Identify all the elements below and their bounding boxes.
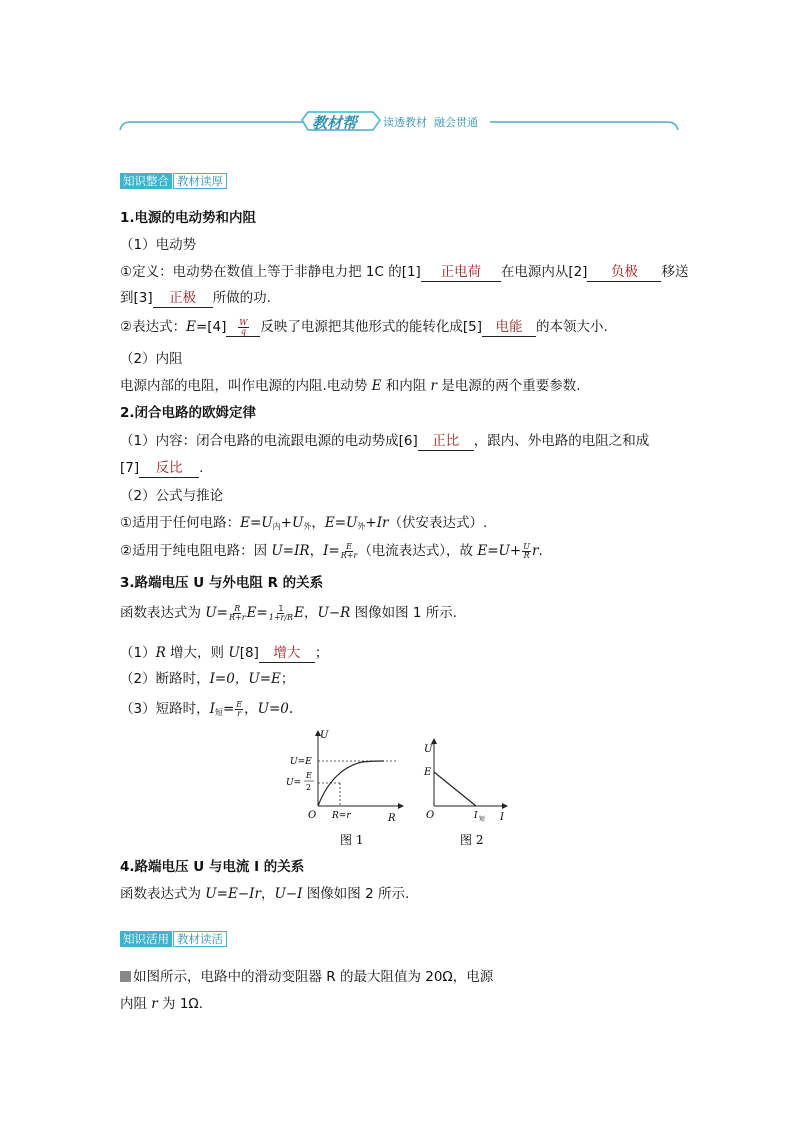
- section-tag-integration: [120, 173, 227, 189]
- fig2-axis-y: U: [424, 744, 433, 755]
- answer-blank-8: 增大: [259, 644, 315, 663]
- section-tag-application: [120, 931, 227, 947]
- sec1-internal-resistance: 电源内部的电阻，叫作电源的内阻.电动势 E 和内阻 r 是电源的两个重要参数.: [120, 378, 581, 394]
- answer-blank-6: 正比: [418, 432, 474, 451]
- tag-sub: 教材读厚: [173, 173, 227, 189]
- header-badge: 教材帮: [312, 114, 358, 132]
- sec2-sub2: （2）公式与推论: [120, 488, 224, 504]
- fig1-label-2: 2: [306, 783, 312, 792]
- example-line-2: 内阻 r 为 1Ω.: [120, 996, 204, 1012]
- fig2-label-e: E: [424, 767, 432, 778]
- fig1-label-ue: U=E: [290, 757, 312, 767]
- tag-main: 知识活用: [120, 931, 172, 947]
- sec1-definition-line2: 到[3] 正极 所做的功.: [120, 290, 271, 306]
- example-number-icon: [120, 971, 131, 982]
- sec2-formula-2: ②适用于纯电阻电路：因 U=IR，I= $\frac{E}{R+r}$ （电流表达式），故 E=U+ $\frac{U}{R}$ r.: [120, 541, 543, 560]
- fig2-label-i-sub: 短: [479, 816, 486, 823]
- fig2-label-i: I: [474, 811, 478, 821]
- section-1-title: 1.电源的电动势和内阻: [120, 210, 257, 226]
- sec1-sub1: （1）电动势: [120, 237, 197, 253]
- sec3-case-3: （3）短路时，$I_短=$ $\frac{E}{r}$ ，U=0.: [120, 699, 294, 718]
- sec2-content-line2: [7] 反比 .: [120, 460, 204, 476]
- answer-blank-3: 正极: [153, 289, 213, 308]
- sec1-sub2: （2）内阻: [120, 351, 183, 367]
- header-slogan: 读透教材 融会贯通: [383, 116, 478, 129]
- sec1-expression: ②表达式：E=[4] $\frac{W}{q}$ 反映了电源把其他形式的能转化成[5] 电能 的本领大小.: [120, 317, 608, 336]
- sec2-formula-1: ①适用于任何电路：$E=U_内+U_外$，$E=U_外+Ir$（伏安表达式）.: [120, 515, 488, 531]
- tag-sub: 教材读活: [173, 931, 227, 947]
- fig1-caption: 图 1: [340, 833, 364, 847]
- tag-main: 知识整合: [120, 173, 172, 189]
- section-4-title: 4.路端电压 U 与电流 I 的关系: [120, 859, 305, 875]
- answer-blank-2: 负极: [587, 263, 661, 282]
- fig1-label-e: E: [306, 771, 312, 780]
- sec1-definition-line1: ①定义：电动势在数值上等于非静电力把 1C 的[1] 正电荷 在电源内从[2] 负极 移送: [120, 264, 689, 280]
- sec3-function: 函数表达式为 U= $\frac{R}{R+r}$ E= $\frac{1}{1+r/R}$ E，U−R 图像如图 1 所示.: [120, 603, 458, 622]
- fig1-axis-x: R: [388, 813, 396, 824]
- fig2-axis-x: I: [500, 812, 504, 823]
- answer-blank-7: 反比: [139, 459, 199, 478]
- section-3-title: 3.路端电压 U 与外电阻 R 的关系: [120, 575, 324, 591]
- sec3-case-2: （2）断路时，I=0，U=E；: [120, 671, 295, 687]
- sec3-case-1: （1）R 增大，则 U[8] 增大 ；: [120, 645, 329, 661]
- answer-blank-5: 电能: [482, 318, 536, 337]
- sec4-function: 函数表达式为 U=E−Ir，U−I 图像如图 2 所示.: [120, 886, 410, 902]
- sec2-content-line1: （1）内容：闭合电路的电流跟电源的电动势成[6] 正比 ，跟内、外电路的电阻之和成: [120, 433, 650, 449]
- fig1-label-u-half: U=: [286, 778, 302, 788]
- fig1-label-r-eq-r: R=r: [332, 811, 351, 821]
- fig2-origin: O: [426, 810, 435, 821]
- answer-blank-4: $\frac{W}{q}$: [226, 318, 260, 337]
- fig2-caption: 图 2: [460, 833, 484, 847]
- figure-1-u-r-graph: [280, 728, 410, 850]
- answer-blank-1: 正电荷: [421, 263, 501, 282]
- fig1-axis-y: U: [320, 730, 329, 741]
- section-2-title: 2.闭合电路的欧姆定律: [120, 405, 257, 421]
- example-line-1: 如图所示，电路中的滑动变阻器 R 的最大阻值为 20Ω，电源: [120, 968, 493, 986]
- figure-2-u-i-graph: [418, 728, 518, 850]
- fig1-origin: O: [308, 810, 317, 821]
